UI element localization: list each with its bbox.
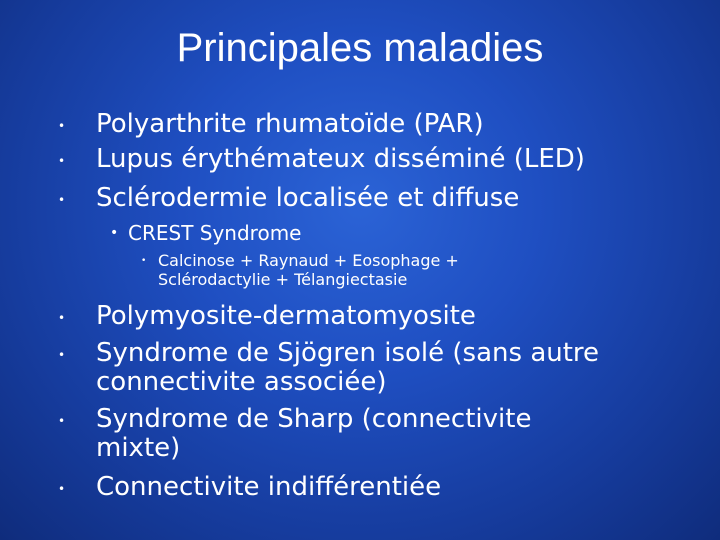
bullet-marker: • — [58, 119, 66, 133]
bullet-marker: • — [58, 311, 66, 325]
bullet-marker: • — [110, 225, 119, 241]
bullet-text: CREST Syndrome — [128, 221, 302, 245]
bullet-marker: • — [58, 414, 66, 428]
bullet-text-line1: Syndrome de Sharp (connectivite — [96, 404, 532, 434]
bullet-text: Polyarthrite rhumatoïde (PAR) — [96, 109, 484, 139]
bullet-text: Sclérodermie localisée et diffuse — [96, 183, 520, 213]
bullet-marker: • — [58, 482, 66, 496]
bullet-text: Polymyosite-dermatomyosite — [96, 301, 476, 331]
bullet-text-line1: Calcinose + Raynaud + Eosophage + — [158, 251, 459, 270]
slide-title: Principales maladies — [176, 26, 544, 70]
bullet-text-line2: Sclérodactylie + Télangiectasie — [158, 270, 408, 289]
bullet-text-line2: connectivite associée) — [96, 367, 387, 397]
bullet-marker: • — [58, 348, 66, 362]
bullet-text: Lupus érythémateux disséminé (LED) — [96, 144, 585, 174]
bullet-text-line2: mixte) — [96, 433, 181, 463]
bullet-marker: • — [58, 154, 66, 168]
bullet-text: Connectivite indifférentiée — [96, 472, 442, 502]
bullet-marker: • — [141, 256, 147, 266]
bullet-marker: • — [58, 193, 66, 207]
bullet-text-line1: Syndrome de Sjögren isolé (sans autre — [96, 338, 600, 368]
